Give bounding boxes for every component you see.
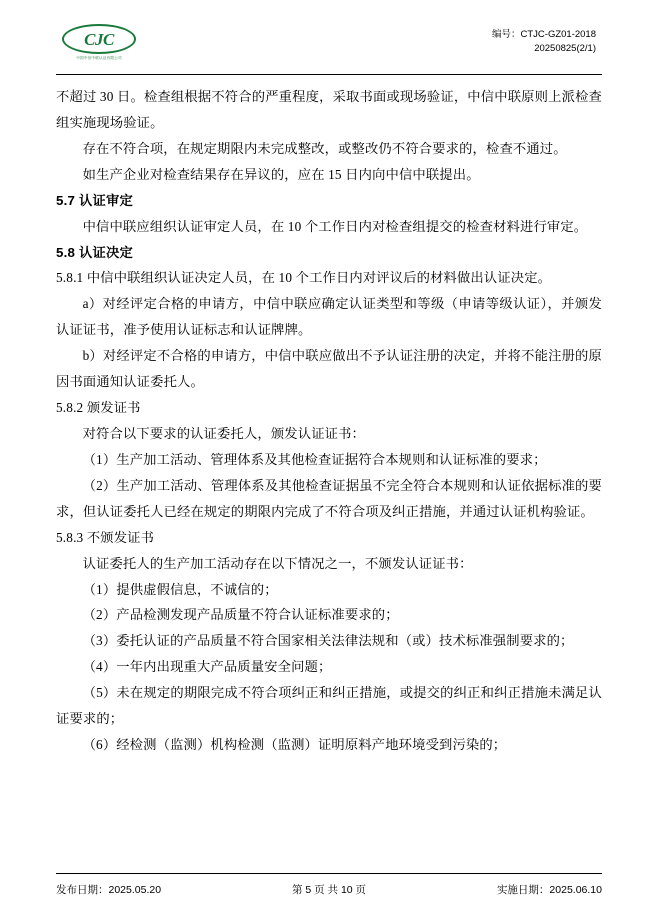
document-code-block xyxy=(492,28,596,56)
body-paragraph: 如生产企业对检查结果存在异议的，应在 15 日内向中信中联提出。 xyxy=(82,166,480,182)
document-code-value: CTJC-GZ01-2018 xyxy=(520,29,596,40)
body-paragraph: （2）产品检测发现产品质量不符合认证标准要求的； xyxy=(82,607,399,623)
logo-text: CJC xyxy=(84,29,114,49)
body-paragraph: 对符合以下要求的认证委托人，颁发认证证书： xyxy=(82,425,365,441)
body-paragraph: 不超过 30 日。检查组根据不符合的严重程度，采取书面或现场验证，中信中联原则上派检查组实施现场验证。 xyxy=(56,89,602,130)
document-code-label: 编号： xyxy=(491,29,521,40)
section-heading: 5.8 认证决定 xyxy=(56,244,133,260)
body-paragraph: （1）生产加工活动、管理体系及其他检查证据符合本规则和认证标准的要求； xyxy=(82,451,547,467)
body-paragraph: （6）经检测（监测）机构检测（监测）证明原料产地环境受到污染的； xyxy=(82,737,507,753)
body-paragraph: 5.8.2 颁发证书 xyxy=(56,400,141,416)
body-paragraph: 认证委托人的生产加工活动存在以下情况之一，不颁发认证证书： xyxy=(82,555,473,571)
header-divider xyxy=(56,74,602,75)
body-paragraph: 5.8.3 不颁发证书 xyxy=(56,529,155,545)
section-heading: 5.7 认证审定 xyxy=(56,192,133,208)
logo-oval-icon xyxy=(62,24,136,54)
document-body xyxy=(56,84,602,866)
company-logo xyxy=(62,24,136,61)
body-paragraph: 中信中联应组织认证审定人员，在 10 个工作日内对检查组提交的检查材料进行审定。 xyxy=(82,218,588,234)
issue-date: 发布日期：2025.05.20 xyxy=(56,883,162,896)
body-paragraph: b）对经评定不合格的申请方，中信中联应做出不予认证注册的决定，并将不能注册的原因书面通知认证委托人。 xyxy=(56,348,602,390)
page-footer xyxy=(56,878,602,900)
effective-date: 实施日期：2025.06.10 xyxy=(496,883,602,896)
page-number: 第 5 页 共 10 页 xyxy=(291,883,367,896)
document-revision: 20250825(2/1) xyxy=(534,42,596,54)
page-header xyxy=(62,24,596,68)
body-paragraph: （1）提供虚假信息，不诚信的； xyxy=(82,581,278,597)
body-paragraph: 5.8.1 中信中联组织认证决定人员，在 10 个工作日内对评议后的材料做出认证决定。 xyxy=(56,270,552,286)
body-paragraph: a）对经评定合格的申请方，中信中联应确定认证类型和等级（申请等级认证），并颁发认证证书，准予使用认证标志和认证牌牌。 xyxy=(56,296,602,338)
footer-divider xyxy=(56,873,602,874)
document-code-line xyxy=(492,28,596,42)
body-paragraph: （5）未在规定的期限完成不符合项纠正和纠正措施，或提交的纠正和纠正措施未满足认证要求的； xyxy=(56,685,602,727)
body-paragraph: （4）一年内出现重大产品质量安全问题； xyxy=(82,659,332,675)
body-paragraph: （2）生产加工活动、管理体系及其他检查证据虽不完全符合本规则和认证依据标准的要求，但认证委托人已经在规定的期限内完成了不符合项及纠正措施，并通过认证机构验证。 xyxy=(56,477,602,519)
logo-subtext: 中国中信中联认证有限公司 xyxy=(76,56,122,60)
body-paragraph: （3）委托认证的产品质量不符合国家相关法律法规和（或）技术标准强制要求的； xyxy=(82,633,574,649)
body-paragraph: 存在不符合项，在规定期限内未完成整改，或整改仍不符合要求的，检查不通过。 xyxy=(82,140,567,156)
